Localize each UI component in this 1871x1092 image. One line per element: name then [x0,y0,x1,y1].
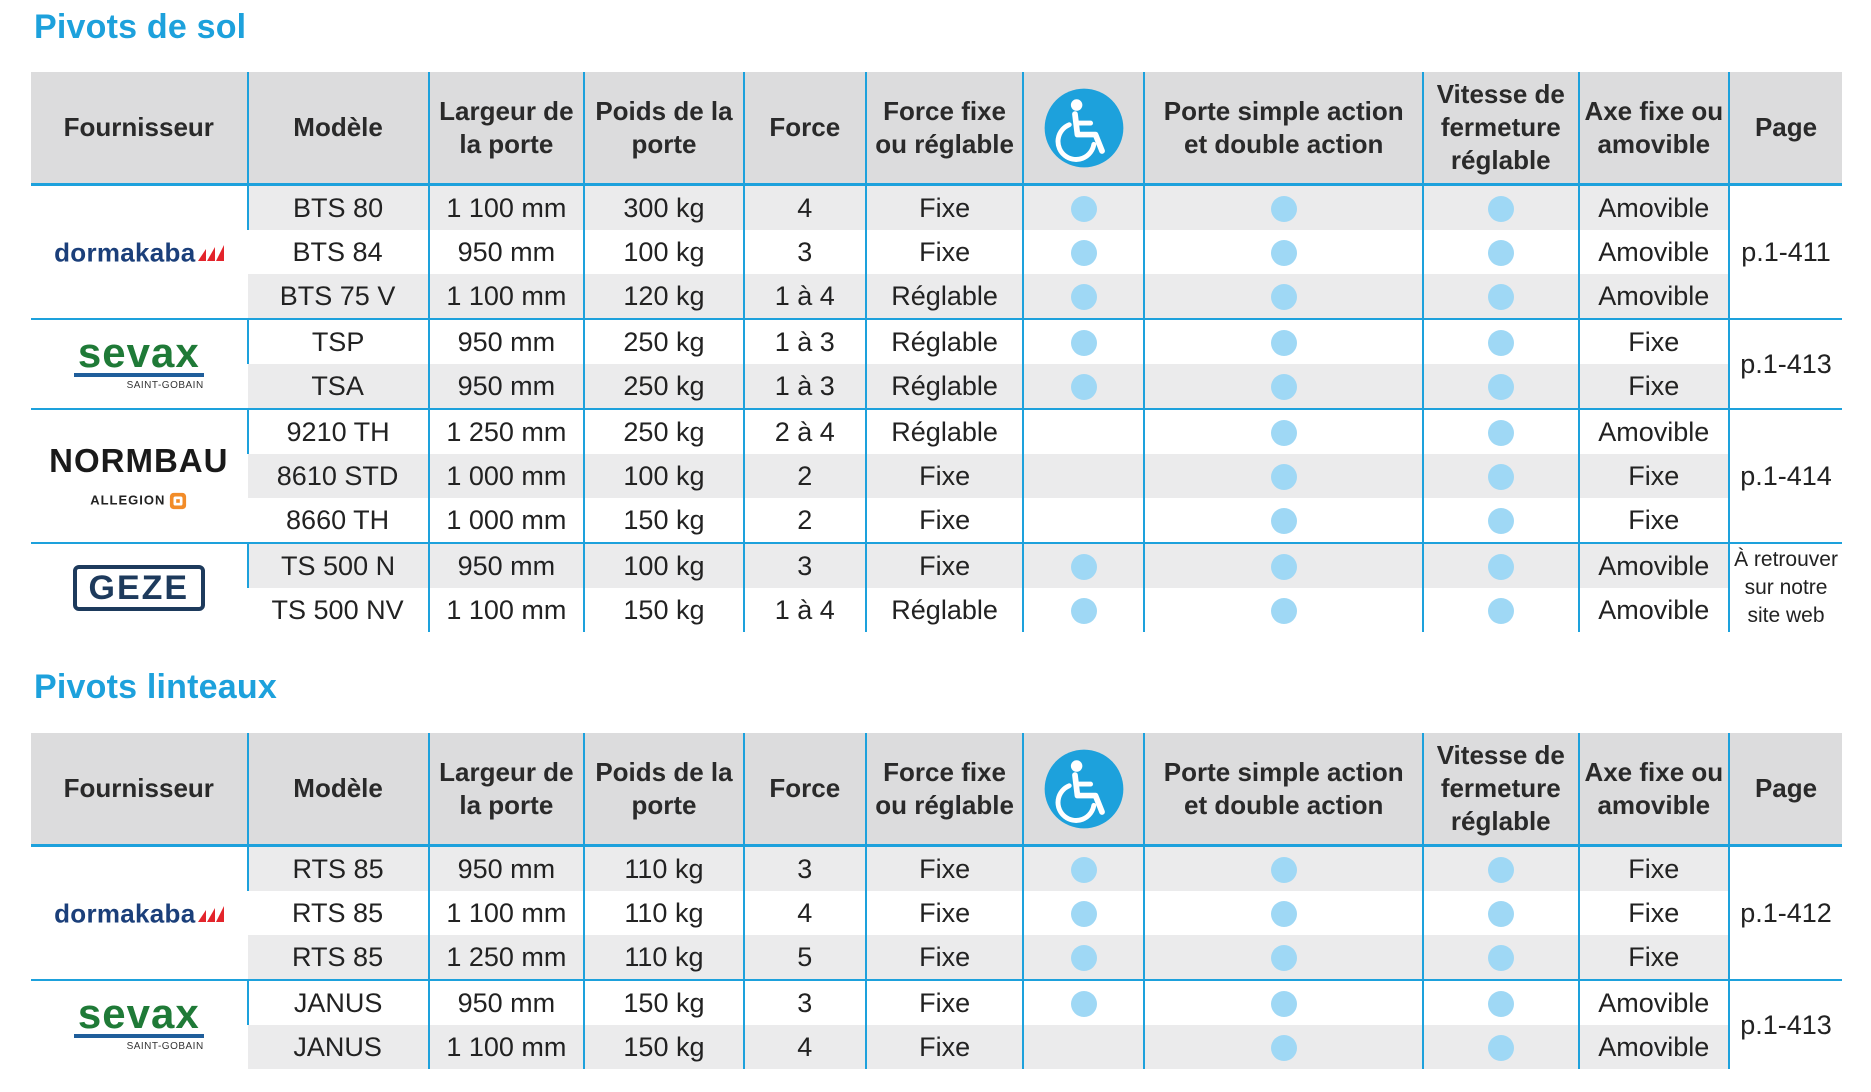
speed-cell [1423,1025,1579,1069]
feature-dot-icon [1071,945,1097,971]
table-row [31,891,1842,935]
sevax-wordmark: sevax [74,333,204,377]
column-header: Fournisseur [31,733,248,846]
speed-cell [1423,185,1579,231]
speed-cell [1423,364,1579,409]
model-cell: TS 500 NV [271,594,404,625]
accessibility-cell [1023,274,1144,319]
column-header-accessibility [1023,72,1144,185]
table-row [31,230,1842,274]
feature-dot-icon [1271,857,1297,883]
page-ref-cell: p.1-413 [1729,319,1842,409]
width-cell: 1 100 mm [429,185,585,231]
speed-cell [1423,588,1579,632]
double-action-cell [1144,543,1423,588]
weight-cell: 110 kg [584,935,744,980]
force-type-cell: Fixe [866,891,1024,935]
force-type-cell: Fixe [866,543,1024,588]
page-ref-cell: p.1-412 [1729,846,1842,981]
column-header: Poids de la porte [584,72,744,185]
allegion-row [49,492,228,510]
accessibility-cell [1023,185,1144,231]
force-type-cell: Réglable [866,364,1024,409]
force-type-cell: Réglable [866,319,1024,364]
feature-dot-icon [1071,857,1097,883]
feature-dot-icon [1271,991,1297,1017]
accessibility-cell [1023,891,1144,935]
wheelchair-icon [1043,748,1125,830]
axis-cell: Amovible [1579,409,1729,454]
double-action-cell [1144,980,1423,1025]
table-row [31,543,1842,588]
column-header: Vitesse de fermeture réglable [1423,72,1579,185]
double-action-cell [1144,230,1423,274]
weight-cell: 100 kg [584,230,744,274]
speed-cell [1423,935,1579,980]
force-cell: 4 [744,1025,866,1069]
column-header: Largeur de la porte [429,72,585,185]
table-row [31,274,1842,319]
feature-dot-icon [1271,945,1297,971]
force-type-cell: Réglable [866,409,1024,454]
table-row [31,409,1842,454]
feature-dot-icon [1271,240,1297,266]
feature-dot-icon [1271,1035,1297,1061]
double-action-cell [1144,1025,1423,1069]
column-header: Force [744,72,866,185]
dormakaba-wordmark: dormakaba [54,898,196,929]
model-cell: JANUS [248,980,429,1025]
accessibility-cell [1023,935,1144,980]
force-cell: 1 à 4 [744,588,866,632]
feature-dot-icon [1271,196,1297,222]
normbau-logo [49,442,228,510]
width-cell: 1 000 mm [429,498,585,543]
model-cell: 8660 TH [286,504,390,535]
table-row [31,980,1842,1025]
force-cell: 4 [744,185,866,231]
speed-cell [1423,274,1579,319]
double-action-cell [1144,846,1423,892]
sevax-logo [74,329,204,395]
feature-dot-icon [1071,240,1097,266]
axis-cell: Amovible [1579,980,1729,1025]
dormakaba-logo [54,236,223,268]
feature-dot-icon [1071,330,1097,356]
weight-cell: 250 kg [584,364,744,409]
axis-cell: Fixe [1579,935,1729,980]
feature-dot-icon [1271,374,1297,400]
force-type-cell: Réglable [866,274,1024,319]
sevax-subtitle: SAINT-GOBAIN [126,1041,204,1052]
column-header: Fournisseur [31,72,248,185]
table-row [31,454,1842,498]
supplier-cell [31,846,248,981]
section-title-pivots-linteaux: Pivots linteaux [34,668,277,706]
force-cell: 3 [744,980,866,1025]
column-header: Modèle [248,733,429,846]
accessibility-cell [1023,498,1144,543]
column-header: Porte simple action et double action [1144,72,1423,185]
column-header: Vitesse de fermeture réglable [1423,733,1579,846]
axis-cell: Amovible [1579,543,1729,588]
accessibility-cell [1023,846,1144,892]
force-type-cell: Fixe [866,935,1024,980]
feature-dot-icon [1488,464,1514,490]
table-row [31,364,1842,409]
force-cell: 5 [744,935,866,980]
table-pivots-linteaux [31,733,1842,1069]
speed-cell [1423,319,1579,364]
model-cell: 9210 TH [248,409,429,454]
supplier-cell [31,543,248,632]
force-cell: 3 [744,846,866,892]
axis-cell: Amovible [1579,274,1729,319]
force-cell: 2 à 4 [744,409,866,454]
feature-dot-icon [1271,284,1297,310]
force-cell: 1 à 4 [744,274,866,319]
axis-cell: Fixe [1579,319,1729,364]
feature-dot-icon [1488,598,1514,624]
speed-cell [1423,230,1579,274]
double-action-cell [1144,185,1423,231]
accessibility-cell [1023,319,1144,364]
accessibility-cell [1023,1025,1144,1069]
column-header: Modèle [248,72,429,185]
dormakaba-flag-icon [198,906,224,922]
force-type-cell: Fixe [866,185,1024,231]
model-cell: BTS 80 [248,185,429,231]
model-cell: RTS 85 [292,897,384,928]
weight-cell: 150 kg [584,980,744,1025]
table-row [31,319,1842,364]
sevax-subtitle: SAINT-GOBAIN [126,380,204,391]
table-row [31,498,1842,543]
axis-cell: Amovible [1579,1025,1729,1069]
axis-cell: Fixe [1579,891,1729,935]
column-header-accessibility [1023,733,1144,846]
sevax-logo-box [74,329,204,391]
column-header: Axe fixe ou amovible [1579,72,1729,185]
feature-dot-icon [1488,240,1514,266]
weight-cell: 100 kg [584,543,744,588]
feature-dot-icon [1488,374,1514,400]
page-ref-cell: p.1-411 [1729,185,1842,320]
force-type-cell: Fixe [866,230,1024,274]
column-header: Force fixe ou réglable [866,72,1024,185]
sevax-logo-box [74,990,204,1052]
feature-dot-icon [1071,196,1097,222]
model-cell: TSP [248,319,429,364]
width-cell: 950 mm [429,230,585,274]
weight-cell: 300 kg [584,185,744,231]
double-action-cell [1144,891,1423,935]
model-cell: TSA [248,364,429,409]
feature-dot-icon [1071,284,1097,310]
geze-logo [73,565,206,611]
weight-cell: 110 kg [584,891,744,935]
feature-dot-icon [1488,196,1514,222]
column-header: Poids de la porte [584,733,744,846]
model-cell: TS 500 N [248,543,429,588]
speed-cell [1423,543,1579,588]
accessibility-cell [1023,588,1144,632]
force-type-cell: Fixe [866,980,1024,1025]
table-row [31,935,1842,980]
accessibility-cell [1023,230,1144,274]
accessibility-cell [1023,364,1144,409]
speed-cell [1423,846,1579,892]
page-ref-cell: p.1-413 [1729,980,1842,1069]
force-cell: 3 [744,230,866,274]
sevax-logo [74,990,204,1056]
feature-dot-icon [1488,857,1514,883]
column-header: Force [744,733,866,846]
table-row [31,185,1842,231]
supplier-cell [31,409,248,543]
feature-dot-icon [1271,330,1297,356]
column-header: Page [1729,72,1842,185]
sevax-wordmark: sevax [74,994,204,1038]
supplier-cell [31,980,248,1069]
width-cell: 950 mm [429,980,585,1025]
feature-dot-icon [1488,991,1514,1017]
force-cell: 2 [744,498,866,543]
force-cell: 2 [744,454,866,498]
column-header: Axe fixe ou amovible [1579,733,1729,846]
double-action-cell [1144,935,1423,980]
accessibility-cell [1023,543,1144,588]
table-pivots-de-sol [31,72,1842,632]
speed-cell [1423,454,1579,498]
axis-cell: Amovible [1579,230,1729,274]
column-header: Porte simple action et double action [1144,733,1423,846]
speed-cell [1423,980,1579,1025]
width-cell: 1 250 mm [429,409,585,454]
width-cell: 1 100 mm [429,588,585,632]
feature-dot-icon [1271,554,1297,580]
axis-cell: Fixe [1579,364,1729,409]
axis-cell: Amovible [1579,185,1729,231]
header-row [31,72,1842,185]
supplier-cell [31,185,248,320]
speed-cell [1423,498,1579,543]
feature-dot-icon [1071,374,1097,400]
feature-dot-icon [1488,330,1514,356]
weight-cell: 120 kg [584,274,744,319]
dormakaba-wordmark: dormakaba [54,237,196,268]
accessibility-cell [1023,980,1144,1025]
section-title-pivots-de-sol: Pivots de sol [34,8,247,46]
feature-dot-icon [1488,554,1514,580]
axis-cell: Fixe [1579,498,1729,543]
double-action-cell [1144,588,1423,632]
width-cell: 950 mm [429,364,585,409]
page-ref-cell: À retrouver sur notre site web [1729,543,1842,632]
force-cell: 4 [744,891,866,935]
allegion-wordmark: ALLEGION [90,492,166,508]
table-row [31,846,1842,892]
weight-cell: 250 kg [584,409,744,454]
weight-cell: 110 kg [584,846,744,892]
width-cell: 1 100 mm [429,1025,585,1069]
model-cell: BTS 84 [292,236,383,267]
force-cell: 3 [744,543,866,588]
supplier-cell [31,319,248,409]
weight-cell: 150 kg [584,588,744,632]
column-header: Largeur de la porte [429,733,585,846]
width-cell: 1 250 mm [429,935,585,980]
geze-wordmark: GEZE [73,565,206,611]
double-action-cell [1144,364,1423,409]
width-cell: 950 mm [429,543,585,588]
width-cell: 950 mm [429,846,585,892]
width-cell: 1 000 mm [429,454,585,498]
width-cell: 1 100 mm [429,891,585,935]
width-cell: 1 100 mm [429,274,585,319]
force-type-cell: Fixe [866,498,1024,543]
force-cell: 1 à 3 [744,319,866,364]
force-type-cell: Réglable [866,588,1024,632]
accessibility-cell [1023,409,1144,454]
weight-cell: 150 kg [584,498,744,543]
feature-dot-icon [1488,284,1514,310]
weight-cell: 250 kg [584,319,744,364]
feature-dot-icon [1488,508,1514,534]
page-ref-cell: p.1-414 [1729,409,1842,543]
axis-cell: Amovible [1579,588,1729,632]
double-action-cell [1144,409,1423,454]
normbau-wordmark: NORMBAU [49,442,229,479]
column-header: Page [1729,733,1842,846]
weight-cell: 100 kg [584,454,744,498]
table-row [31,588,1842,632]
feature-dot-icon [1488,945,1514,971]
speed-cell [1423,891,1579,935]
speed-cell [1423,409,1579,454]
feature-dot-icon [1488,1035,1514,1061]
force-type-cell: Fixe [866,1025,1024,1069]
feature-dot-icon [1271,420,1297,446]
header-row [31,733,1842,846]
dormakaba-logo [54,897,223,929]
column-header: Force fixe ou réglable [866,733,1024,846]
feature-dot-icon [1271,901,1297,927]
force-type-cell: Fixe [866,846,1024,892]
allegion-mark-icon [169,492,187,510]
model-cell: JANUS [248,1025,429,1069]
double-action-cell [1144,274,1423,319]
model-cell: 8610 STD [248,454,429,498]
accessibility-cell [1023,454,1144,498]
axis-cell: Fixe [1579,454,1729,498]
weight-cell: 150 kg [584,1025,744,1069]
feature-dot-icon [1271,464,1297,490]
feature-dot-icon [1271,598,1297,624]
force-type-cell: Fixe [866,454,1024,498]
feature-dot-icon [1271,508,1297,534]
model-cell: BTS 75 V [248,274,429,319]
feature-dot-icon [1488,420,1514,446]
feature-dot-icon [1071,901,1097,927]
feature-dot-icon [1071,991,1097,1017]
feature-dot-icon [1071,598,1097,624]
feature-dot-icon [1488,901,1514,927]
model-cell: RTS 85 [248,846,429,892]
wheelchair-icon [1043,87,1125,169]
double-action-cell [1144,498,1423,543]
double-action-cell [1144,454,1423,498]
model-cell: RTS 85 [248,935,429,980]
width-cell: 950 mm [429,319,585,364]
dormakaba-flag-icon [198,245,224,261]
double-action-cell [1144,319,1423,364]
table-row [31,1025,1842,1069]
feature-dot-icon [1071,554,1097,580]
axis-cell: Fixe [1579,846,1729,892]
force-cell: 1 à 3 [744,364,866,409]
